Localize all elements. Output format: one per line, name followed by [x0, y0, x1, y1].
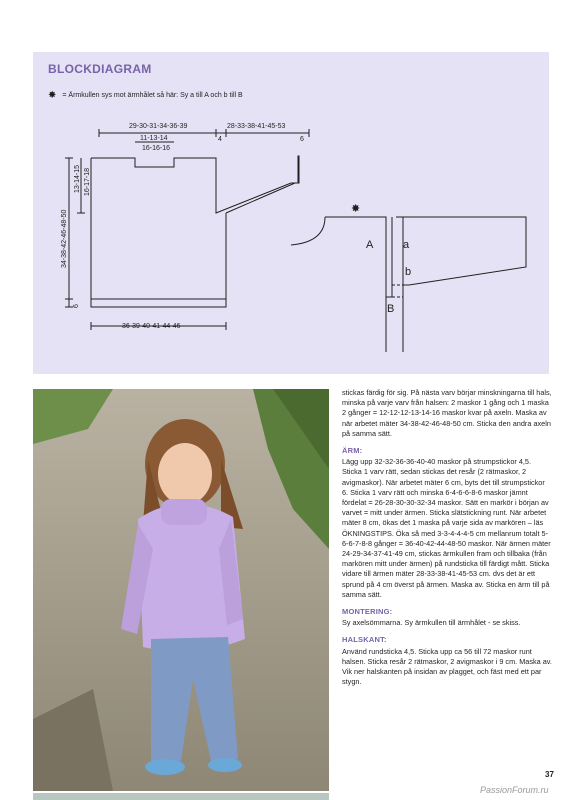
star-icon: ✸: [351, 203, 361, 215]
section-heading-neckband: HALSKANT:: [342, 635, 387, 645]
dim-rib-height: 6: [73, 304, 80, 308]
armhole-outline: [325, 217, 392, 297]
dim-armhole-depth-1: 13-14-15: [74, 164, 81, 193]
section-body-neckband: Använd rundsticka 4,5. Sticka upp ca 56 till 72 maskor runt halsen. Sticka resår 2 rätmaskor, 2 avigmaskor i 9 cm. Maska av. Vik ner halskanten på insidan av plagget, och fäst med ett par stygn.: [342, 646, 552, 687]
section-heading-sleeve: ÄRM:: [342, 446, 363, 456]
bottom-strip: [33, 793, 329, 800]
diagram-title: BLOCKDIAGRAM: [48, 62, 152, 76]
section-body-assembly: Sy axelsömmarna. Sy ärmkullen till ärmhålet - se skiss.: [342, 618, 521, 628]
label-a: a: [403, 239, 410, 251]
instructions-intro: stickas färdig för sig. På nästa varv börjar minskningarna till hals, minska på varje varv från halsen: 2 maskor 1 gång och 1 maska 2 gånger = 12-12-12-13-14-16 maskor kvar på axeln. Maska av när arbetet mäter 34-38-42-46-48-50 cm. Sticka den andra axeln på samma sätt.: [342, 388, 552, 438]
instructions-column: [342, 388, 552, 687]
dim-armhole-depth-2: 16-17-18: [84, 167, 91, 196]
dim-sleeve-length: 28-33-38-41-45-53: [227, 123, 286, 130]
star-icon: ✸: [48, 90, 57, 101]
sweater-outline: [91, 156, 299, 213]
page-number: 37: [545, 770, 554, 779]
schematic-drawing: [33, 52, 549, 374]
dim-neck-inner: 16-16-16: [142, 145, 171, 152]
label-b: b: [405, 266, 412, 278]
section-body-sleeve: Lägg upp 32-32-36-36-40-40 maskor på strumpstickor 4,5. Sticka 1 varv rätt, sedan stickas det resår (2 rätmaskor, 2 avigmaskor). När arbetet mäter 6 cm, byts det till strumpstickor 6. Sticka 1 varv rätt och minska 6-4-6-6-8-6 maskor jämnt fördelat = 26-28-30-30-32-34 maskor. Sätt en markör i början av varvet = mitt under ärmen. Sticka slätstickning runt. När arbetet mäter 8 cm, ökas det 1 maska på varje sida av markören – läs ÖKNINGSTIPS. Öka så med 3-3-4-4-4-5 cm mellanrum totalt 5-6-6-7-8-8 gånger = 36-40-42-44-48-50 maskor. När ärmen mäter 24-29-34-37-41-49 cm, stickas ärmkullen fram och tillbaka (från markören mitt under ärmen) på rundsticka till färdigt mått. Sticka vidare till ärmen mäter 28-33-38-41-45-53 cm. dvs det är ett sprund på 4 cm överst på ärmen. Maska av. Sticka en ärm till på samma sätt.: [342, 457, 551, 599]
watermark: PassionForum.ru: [480, 785, 549, 795]
dim-body-width-bottom: 36-39-40-41-44-46: [122, 323, 181, 330]
dim-neck-outer: 11-13-14: [140, 135, 168, 142]
label-A: A: [366, 239, 374, 251]
dim-shoulder-side: 4: [218, 136, 222, 143]
block-diagram-panel: [33, 52, 549, 374]
photo-child-in-sweater: [33, 389, 329, 791]
dim-body-length: 34-38-42-46-48-50: [61, 209, 68, 268]
dim-body-width-top: 29-30-31-34-36-39: [129, 123, 188, 130]
diagram-note-text: = Ärmkullen sys mot ärmhålet så här: Sy a till A och b till B: [62, 92, 243, 99]
section-heading-assembly: MONTERING:: [342, 607, 393, 617]
dim-cuff: 6: [300, 136, 304, 143]
sleeve-outline: [396, 217, 526, 285]
sleeve-cap-curve: [291, 217, 325, 245]
label-B: B: [387, 303, 395, 315]
